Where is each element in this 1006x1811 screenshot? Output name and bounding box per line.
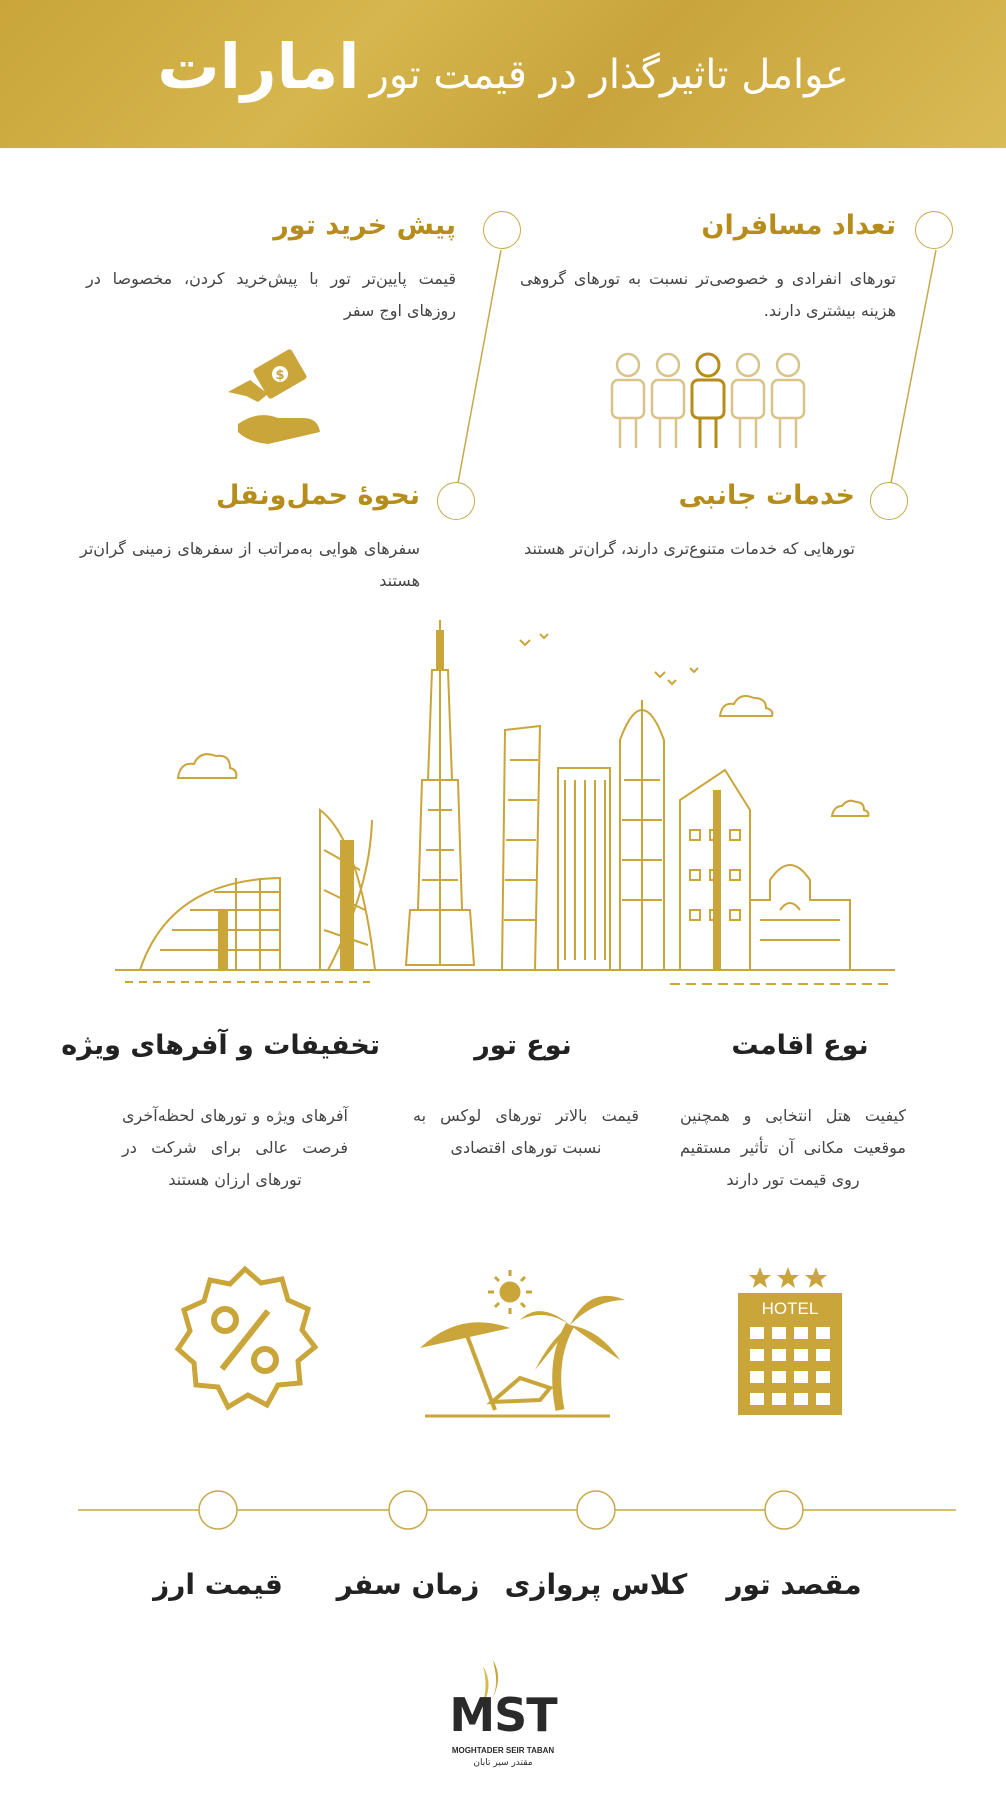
beach-icon [420,1270,630,1420]
factor-title-transport: نحوهٔ حمل‌ونقل [216,480,420,511]
factor-text-travelers: تورهای انفرادی و خصوصی‌تر نسبت به تورهای گروهی هزینه بیشتری دارند. [520,269,896,320]
factor-title-accommodation: نوع اقامت [731,1030,869,1061]
bottom-factor-flight-class: کلاس پروازی [504,1568,688,1601]
factor-text-services: تورهایی که خدمات متنوع‌تری دارند، گران‌تر هستند [524,539,855,558]
bottom-factor-destination: مقصد تور [726,1568,862,1601]
hotel-sign-text: HOTEL [761,1299,819,1318]
discount-icon [170,1265,320,1415]
factor-title-prepurchase: پیش خرید تور [273,210,456,241]
factor-text-accommodation: کیفیت هتل انتخابی و همچنین موقعیت مکانی آن تأثیر مستقیم روی قیمت تور دارند [680,1106,906,1189]
factor-marker-1 [915,211,953,249]
factor-text-prepurchase: قیمت پایین‌تر تور با پیش‌خرید کردن، مخصوصا در روزهای اوج سفر [86,269,456,320]
bottom-factor-travel-time: زمان سفر [336,1568,480,1601]
factor-title-services: خدمات جانبی [678,480,855,511]
svg-text:$: $ [275,368,285,383]
money-hand-icon [228,352,323,447]
dubai-skyline-illustration [110,610,900,1000]
factor-marker-2 [483,211,521,249]
bottom-timeline [78,1490,956,1530]
logo-name-en: MOGHTADER SEIR TABAN [451,1746,555,1755]
bottom-factor-currency: قیمت ارز [153,1568,283,1601]
factor-text-discounts: آفرهای ویژه و تورهای لحظه‌آخری فرصت عالی برای شرکت در تورهای ارزان هستند [122,1106,348,1189]
factor-title-travelers: تعداد مسافران [701,210,896,241]
title-main: عوامل تاثیرگذار در قیمت تور [369,52,849,98]
logo-mark: MST [449,1688,557,1742]
factor-text-tour-type: قیمت بالاتر تورهای لوکس به نسبت تورهای اقتصادی [413,1106,639,1157]
factor-marker-3 [870,482,908,520]
logo-name-fa: مقتدر سیر تابان [473,1758,533,1768]
factor-title-tour-type: نوع تور [474,1030,572,1061]
title-country: امارات [157,30,360,103]
people-icon [608,350,808,450]
factor-text-transport: سفرهای هوایی به‌مراتب از سفرهای زمینی گران‌تر هستند [80,539,420,590]
factor-title-discounts: تخفیفات و آفرهای ویژه [61,1030,380,1061]
logo-icon [433,1660,573,1780]
factor-marker-4 [437,482,475,520]
hotel-icon [736,1265,846,1417]
